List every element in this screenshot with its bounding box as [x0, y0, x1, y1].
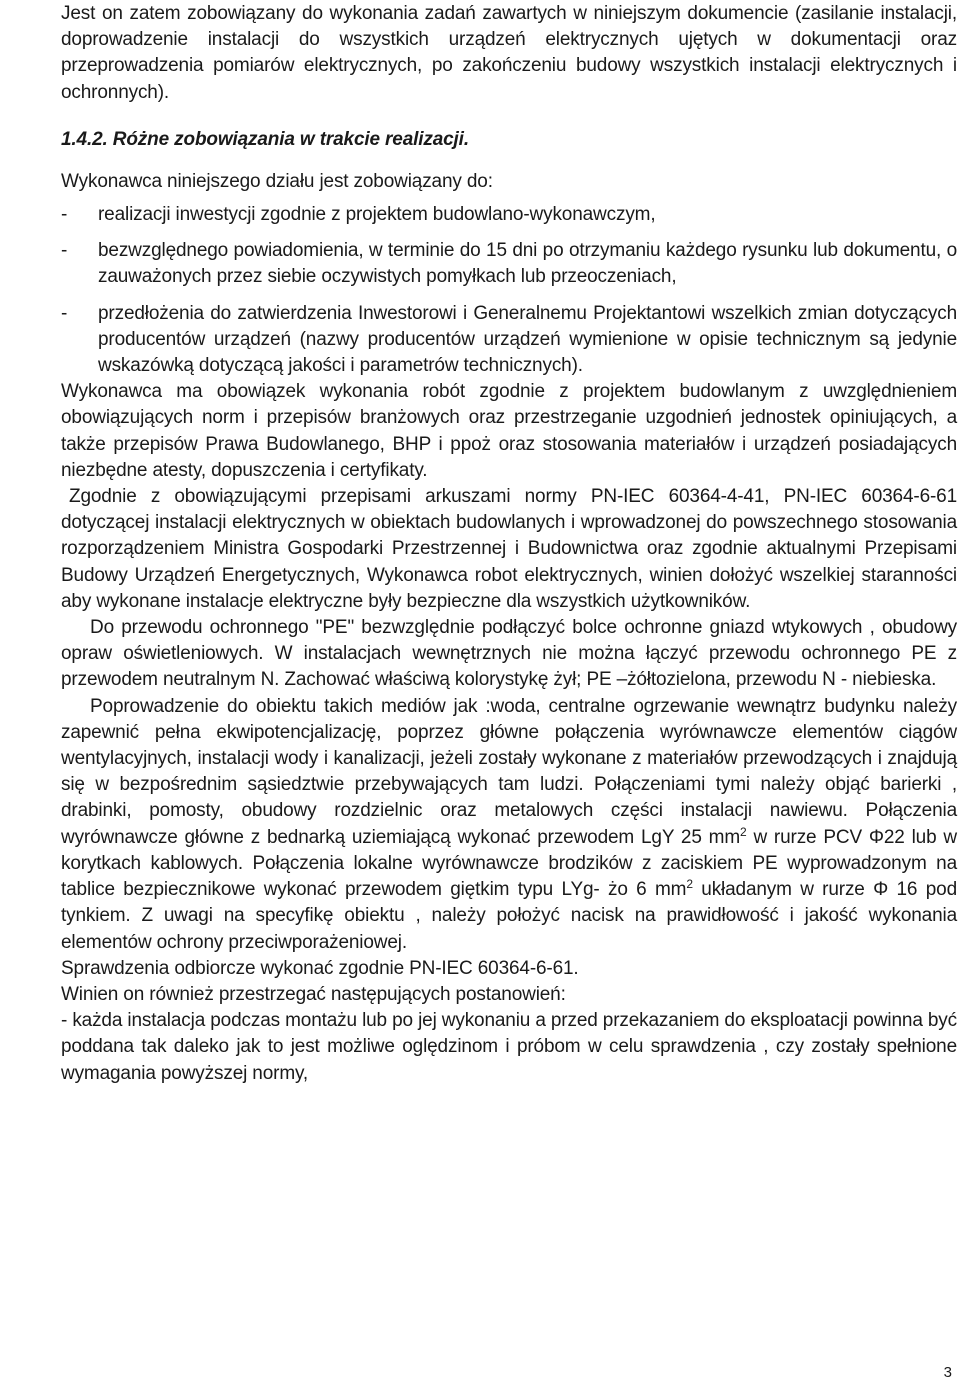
obligations-list: [61, 202, 957, 379]
section-heading: 1.4.2. Różne zobowiązania w trakcie realizacji.: [61, 128, 469, 150]
paragraph-protective-conductor: Do przewodu ochronnego "PE" bezwzględnie podłączyć bolce ochronne gniazd wtykowych , obudowy opraw oświetleniowych. W instalacjach wewnętrznych nie można łączyć przewodu ochronnego PE z przewodem neutralnym N. Zachować właściwą kolorystykę żył; PE –żółtozielona, przewodu N - niebieska.: [61, 617, 957, 691]
text-segment: w rurze PCV Φ22 lub w korytkach kablowych. Połączenia lokalne wyrównawcze brodzików z zaciskiem PE wyprowadzonym na tablice bezpiecznikowe wykonać przewodem giętkim typu LYg- żo 6 mm: [61, 826, 957, 901]
list-dash: -: [61, 302, 68, 324]
paragraph-provisions-intro: Winien on również przestrzegać następujących postanowień:: [61, 983, 566, 1005]
superscript: 2: [686, 877, 693, 892]
paragraph-acceptance-tests: Sprawdzenia odbiorcze wykonać zgodnie PN-IEC 60364-6-61.: [61, 957, 579, 979]
paragraph-equipotential: [61, 694, 957, 956]
list-item: [61, 301, 957, 380]
page-number: 3: [943, 1364, 952, 1381]
list-dash: -: [61, 240, 68, 262]
paragraph-provision-item: - każda instalacja podczas montażu lub po jej wykonaniu a przed przekazaniem do eksploatacji powinna być poddana tak daleko jak to jest możliwe oględzinom i próbom w celu sprawdzenia , czy zostały spełnione wymagania powyższej normy,: [61, 1010, 957, 1084]
intro-paragraph: Jest on zatem zobowiązany do wykonania zadań zawartych w niniejszym dokumencie (zasilanie instalacji, doprowadzenie instalacji do wszystkich urządzeń elektrycznych ujętych w dokumentacji oraz przeprowadzenia pomiarów elektrycznych, po zakończeniu budowy wszystkich instalacji elektrycznych i ochronnych).: [61, 3, 957, 103]
text-segment: układanym w rurze Φ 16 pod tynkiem. Z uwagi na specyfikę obiektu , należy położyć nacisk na prawidłowość i jakość wykonania elementów ochrony przeciwporażeniowej.: [61, 879, 958, 953]
superscript: 2: [740, 824, 747, 839]
list-item: [61, 202, 957, 228]
list-lead: Wykonawca niniejszego działu jest zobowiązany do:: [61, 170, 493, 192]
paragraph-contractor-duties: Wykonawca ma obowiązek wykonania robót zgodnie z projektem budowlanym z uwzględnieniem obowiązujących norm i przepisów branżowych oraz przestrzeganie uzgodnień jednostek opiniujących, a także przepisów Prawa Budowlanego, BHP i ppoż oraz stosowania materiałów i urządzeń posiadających niezbędne atesty, dopuszczenia i certyfikaty.: [61, 381, 957, 481]
list-item: [61, 238, 957, 290]
list-item-text: przedłożenia do zatwierdzenia Inwestorowi i Generalnemu Projektantowi wszelkich zmian dotyczących producentów urządzeń (nazwy producentów urządzeń wymienione w opisie technicznym są jedynie wskazówką dotyczącą jakości i parametrów technicznych).: [98, 302, 957, 377]
list-dash: -: [61, 204, 68, 226]
document-page: [61, 0, 957, 1087]
paragraph-standards: Zgodnie z obowiązującymi przepisami arkuszami normy PN-IEC 60364-4-41, PN-IEC 60364-6-61 dotyczącej instalacji elektrycznych w obiektach budowlanych i wprowadzonej do powszechnego stosowania rozporządzeniem Ministra Gospodarki Przestrzennej i Budownictwa oraz zgodnie aktualnymi Przepisami Budowy Urządzeń Energetycznych, Wykonawca robot elektrycznych, winien dołożyć wszelkiej staranności aby wykonane instalacje elektryczne były bezpieczne dla wszystkich użytkowników.: [61, 486, 957, 612]
list-item-text: realizacji inwestycji zgodnie z projektem budowlano-wykonawczym,: [98, 204, 656, 226]
text-segment: Poprowadzenie do obiektu takich mediów jak :woda, centralne ogrzewanie wewnątrz budynku należy zapewnić pełna ekwipotencjalizację, poprzez główne połączenia wyrównawcze elementów ciągów wentylacyjnych, instalacji wody i kanalizacji, jeżeli zostały wykonane z materiałów przewodzących i znajdują się w bezpośrednim sąsiedztwie przebywających tam ludzi. Połączeniami tymi należy objąć barierki , drabinki, pomosty, obudowy rozdzielnic oraz metalowych części instalacji nawiewu. Połączenia wyrównawcze główne z bednarką uziemiającą wykonać przewodem LgY 25 mm: [61, 695, 957, 848]
list-item-text: bezwzględnego powiadomienia, w terminie do 15 dni po otrzymaniu każdego rysunku lub dokumentu, o zauważonych przez siebie oczywistych pomyłkach lub przeoczeniach,: [98, 240, 957, 288]
